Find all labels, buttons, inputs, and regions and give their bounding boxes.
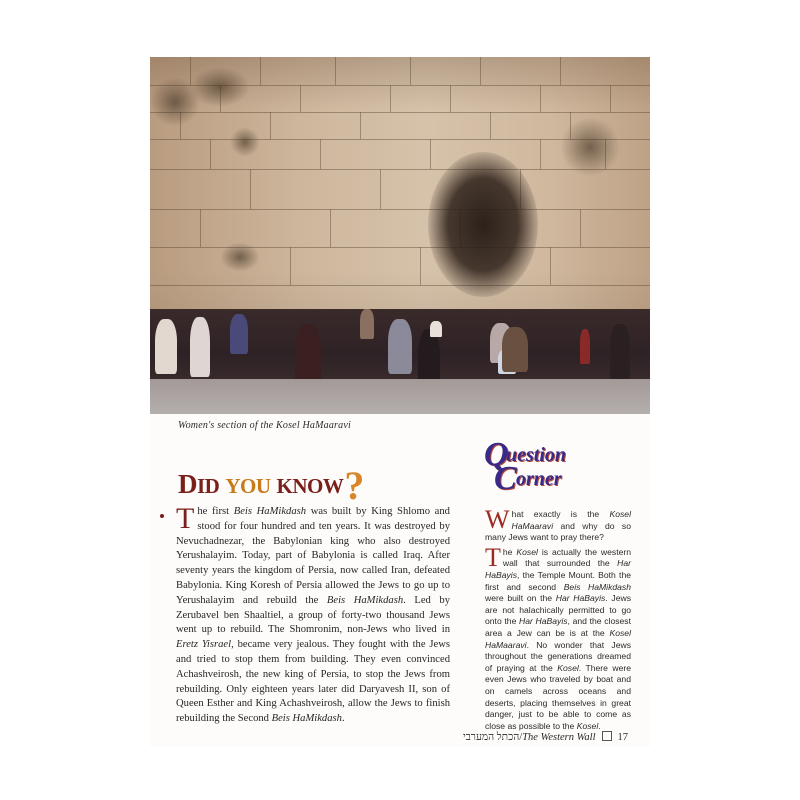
heading-know: KNOW bbox=[276, 474, 344, 498]
drop-cap: T bbox=[485, 542, 501, 572]
bullet-dot-icon bbox=[160, 514, 164, 518]
question-corner-body bbox=[485, 505, 632, 735]
footer-hebrew-title: הכתל המערבי bbox=[462, 732, 520, 743]
page-number: 17 bbox=[617, 732, 628, 743]
heading-did: DID bbox=[178, 469, 220, 499]
footer-title: The Western Wall bbox=[522, 732, 596, 743]
photo-caption: Women's section of the Kosel HaMaaravi bbox=[178, 420, 351, 431]
did-you-know-heading bbox=[178, 456, 364, 508]
answer-paragraph bbox=[485, 542, 632, 733]
wall-stones bbox=[150, 57, 650, 322]
western-wall-photo bbox=[150, 57, 650, 414]
question-paragraph bbox=[485, 505, 631, 544]
question-mark-icon: ? bbox=[344, 463, 364, 508]
plaza-ground bbox=[150, 379, 650, 414]
did-you-know-text: he first Beis HaMikdash was built by King Shlomo and stood for four hundred and ten years. It was destroyed by Nevuchadnezar, the Babylonian king who also destroyed Yerushalayim. Today, part of Babylonia is called Iraq. After seventy years the kingdom of Persia, now called Iran, defeated Babylonia. King Koresh of Persia allowed the Jews to go up to Yerushalayim and rebuild the Beis HaMikdash. Led by Zerubavel ben Shaaltiel, a group of forty-two thousand Jews went up to rebuild. The Shomronim, non-Jews who lived in Eretz Yisrael, became very jealous. They fought with the Jews and tried to stop them from building. They even convinced Achashveirosh, the new king of Persia, to stop the Jews from rebuilding. Only eighteen years later did Daryavesh II, son of Queen Esther and King Achashveirosh, allow the Jews to finish rebuilding the Second Beis HaMikdash. bbox=[176, 506, 450, 725]
square-separator-icon bbox=[602, 731, 612, 741]
heading-you: YOU bbox=[225, 474, 271, 498]
drop-cap: W bbox=[485, 505, 510, 534]
page-footer: הכתל המערבי/The Western Wall 17 bbox=[462, 732, 628, 743]
drop-cap: T bbox=[176, 502, 195, 535]
question-corner-heading: Q uestion C orner bbox=[484, 436, 567, 497]
answer-text: he Kosel is actually the western wall that surrounded the Har HaBayis, the Temple Mount. Both the first and second Beis HaMikdash were built on the Har HaBayis. Jews are not halachically permitted to go onto the Har HaBayis, and the closest area a Jew can be is at the Kosel HaMaaravi. No wonder that Jews throughout the generations dreamed of praying at the Kosel. There were even Jews who traveled by boat and on camels across oceans and deserts, placing themselves in great danger, just to be able to come as close as possible to the Kosel. bbox=[485, 546, 632, 731]
question-text: hat exactly is the Kosel HaMaaravi and why do so many Jews want to pray there? bbox=[485, 509, 631, 543]
did-you-know-body bbox=[176, 502, 450, 727]
crowd-of-women bbox=[150, 309, 650, 384]
